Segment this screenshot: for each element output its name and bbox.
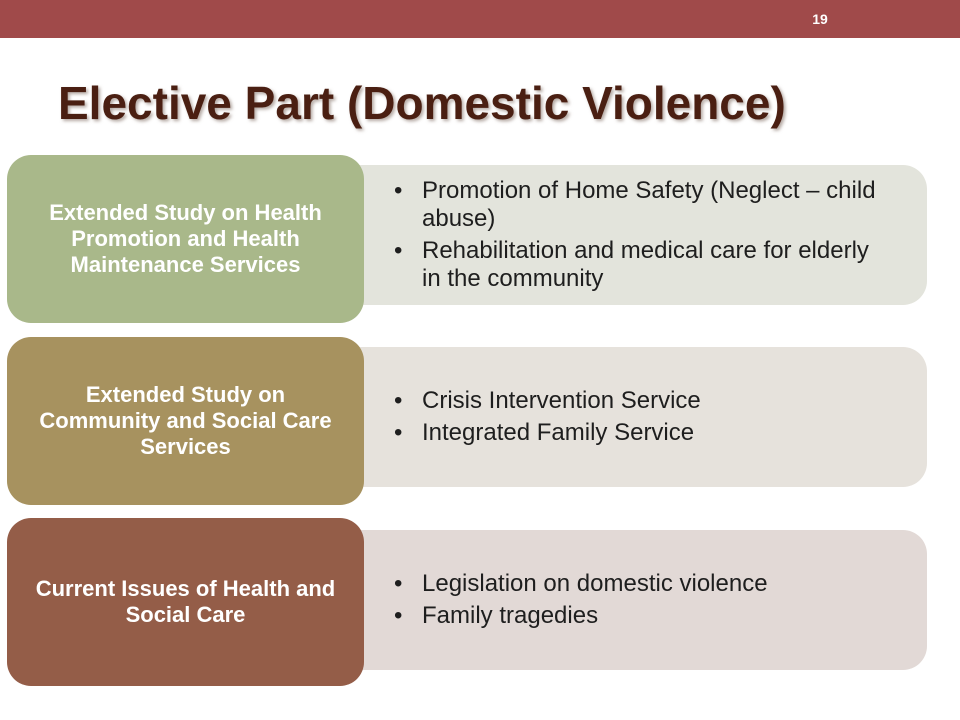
bullet-item: • Integrated Family Service [392, 419, 701, 447]
bullet-item: • Legislation on domestic violence [392, 570, 768, 598]
section-health-promotion [0, 155, 960, 325]
section-content-box [320, 530, 927, 670]
header-bar [0, 0, 960, 38]
bullet-item: • Promotion of Home Safety (Neglect – child abuse) [392, 177, 887, 233]
section-community-care [0, 337, 960, 507]
section-current-issues [0, 518, 960, 688]
bullet-item: • Crisis Intervention Service [392, 387, 701, 415]
bullet-item: • Rehabilitation and medical care for elderly in the community [392, 237, 887, 293]
section-label: Extended Study on Health Promotion and Health Maintenance Services [7, 155, 364, 323]
bullet-list [392, 383, 701, 451]
bullet-item: • Family tragedies [392, 602, 768, 630]
slide-number: 19 [812, 11, 828, 27]
section-label: Current Issues of Health and Social Care [7, 518, 364, 686]
section-content-box [320, 165, 927, 305]
section-content-box [320, 347, 927, 487]
section-label: Extended Study on Community and Social Care Services [7, 337, 364, 505]
bullet-list [392, 173, 887, 297]
bullet-list [392, 566, 768, 634]
slide-title: Elective Part (Domestic Violence) [58, 77, 786, 129]
